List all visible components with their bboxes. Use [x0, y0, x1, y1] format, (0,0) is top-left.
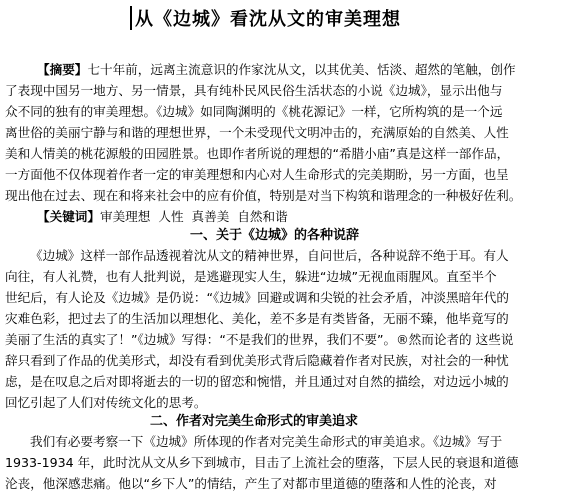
section-heading: 一、关于《边城》的各种说辞	[190, 228, 360, 243]
body-line: 美丽了生活的真实了！”《边城》写得：“不是我们的世界，我们不要”。®然而论者的 这些说	[5, 332, 514, 347]
body-line: 我们有必要考察一下《边城》所体现的作者对完美生命形式的审美追求。《边城》写于	[30, 434, 503, 449]
text-cursor	[130, 6, 132, 30]
title-row	[130, 4, 401, 32]
section-heading: 二、作者对完美生命形式的审美追求	[150, 414, 359, 429]
abstract-line: 美和人情美的桃花源般的田园胜景。也即作者所说的理想的“希腊小庙”真是这样一部作品，	[5, 146, 510, 161]
keywords-text: 审美理想 人性 真善美 自然和谐	[99, 209, 288, 224]
body-line: 回忆引起了人们对传统文化的思考。	[5, 395, 207, 410]
body-line: 1933-1934 年，此时沈从文从乡下到城市，目击了上流社会的堕落，下层人民的衰退和道德	[5, 455, 519, 470]
abstract-text: 七十年前，远离主流意识的作家沈从文，以其优美、恬淡、超然的笔触，创作	[87, 62, 516, 77]
body-line: 向往，有人礼赞，也有人批判说，是逃避现实人生，躲进“边城”无视血雨腥风。直至半个	[5, 269, 497, 284]
body-line: 灾难色彩，把过去了的生活加以理想化、美化，差不多是有类皆备，无丽不臻，他毕竟写的	[5, 311, 509, 326]
document-title: 从《边城》看沈从文的审美理想	[135, 9, 401, 30]
body-line: 《边城》这样一部作品透视着沈从文的精神世界，自问世后，各种说辞不绝于耳。有人	[30, 248, 509, 263]
body-line: 世纪后，有人论及《边城》是仍说：“《边城》回避或调和尖锐的社会矛盾，冲淡黑暗年代的	[5, 290, 509, 305]
abstract-line: 离世俗的美丽宁静与和谐的理想世界，一个未受现代文明冲击的，充满原始的自然美、人性	[5, 125, 509, 140]
keywords-line	[37, 208, 565, 226]
abstract-line: 众不同的独有的审美理想。《边城》如同陶渊明的《桃花源记》一样，它所构筑的是一个远	[5, 104, 503, 119]
abstract-line: 现出他在过去、现在和将来社会中的应有价值，特别是对当下构筑和谐理念的一种极好佐利。	[5, 188, 522, 203]
abstract-label: 【摘要】	[37, 62, 88, 77]
abstract-line: 一方面他不仅体现着作者一定的审美理想和内心对人生命形式的完美期盼，另一方面，也呈	[5, 167, 509, 182]
body-line: 虑，是在叹息之后对即将逝去的一切的留恋和惋惜，并且通过对自然的描绘，对边远小城的	[5, 374, 509, 389]
body-line: 辞只看到了作品的优美形式，却没有看到优美形式背后隐藏着作者对民族，对社会的一种忧	[5, 353, 509, 368]
keywords-label: 【关键词】	[37, 209, 100, 224]
abstract-line: 了表现中国另一地方、另一情景，具有纯朴民风民俗生活状态的小说《边城》，显示出他与	[5, 83, 503, 98]
abstract-line	[37, 61, 565, 79]
body-line: 沦丧，他深感悲痛。他以“乡下人”的情结，产生了对都市里道德的堕落和人性的沦丧，对	[5, 476, 497, 491]
